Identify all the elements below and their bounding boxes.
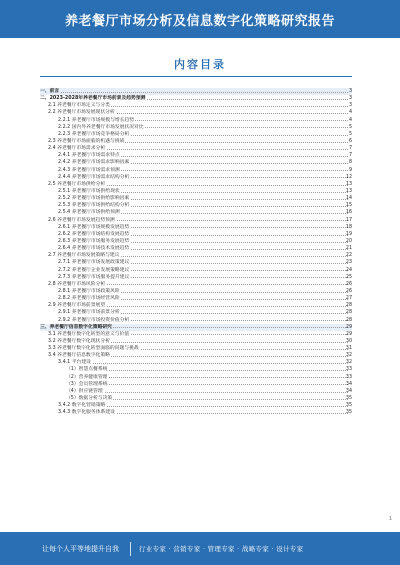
toc-entry-label: 2.4.2 养老餐厅市场需求影响因素 bbox=[58, 160, 130, 166]
toc-entry-label: （3）会员管理系统 bbox=[66, 381, 108, 387]
toc-entry[interactable] bbox=[40, 202, 352, 209]
toc-entry-label: 2.4.4 养老餐厅市场需求结构分析 bbox=[58, 174, 130, 180]
toc-entry[interactable] bbox=[40, 138, 352, 145]
toc-entry-page: 35 bbox=[345, 396, 352, 402]
toc-entry-page: 3 bbox=[348, 96, 352, 102]
toc-entry-label: 2.2.2 国内外养老餐厅市场发展状况对比 bbox=[58, 124, 144, 130]
toc-entry[interactable] bbox=[40, 224, 352, 231]
toc-entry[interactable] bbox=[40, 281, 352, 288]
toc-entry[interactable] bbox=[40, 288, 352, 295]
toc-entry[interactable] bbox=[40, 95, 352, 102]
toc-entry-page: 4 bbox=[348, 117, 352, 123]
toc-entry-page: 5 bbox=[348, 131, 352, 137]
toc-entry-label: 2.4.3 养老餐厅市场需求预测 bbox=[58, 167, 120, 173]
toc-entry-page: 28 bbox=[345, 310, 352, 316]
toc-entry-label: 2.5.2 养老餐厅市场供给影响因素 bbox=[58, 196, 130, 202]
toc-entry-page: 3 bbox=[348, 103, 352, 109]
toc-entry-label: （4）供应链管理 bbox=[66, 388, 103, 394]
toc-entry[interactable] bbox=[40, 167, 352, 174]
toc-entry[interactable] bbox=[40, 259, 352, 266]
toc-entry[interactable] bbox=[40, 374, 352, 381]
toc-entry-label: 2.6.3 养老餐厅市场服务发展趋势 bbox=[58, 238, 130, 244]
toc-entry[interactable] bbox=[40, 324, 352, 331]
toc-entry[interactable] bbox=[40, 131, 352, 138]
toc-entry[interactable] bbox=[40, 217, 352, 224]
toc-entry-label: 2.1 养老餐厅市场定义与分类 bbox=[48, 103, 110, 109]
toc-entry-page: 21 bbox=[345, 246, 352, 252]
toc-entry-page: 29 bbox=[345, 324, 352, 330]
toc-entry[interactable] bbox=[40, 102, 352, 109]
toc-entry-label: 2.9 养老餐厅市场前景展望 bbox=[48, 303, 106, 309]
toc-entry[interactable] bbox=[40, 124, 352, 131]
toc-entry-label: 3.1 养老餐厅数字化转型的意义与价值 bbox=[48, 331, 130, 337]
toc-entry-page: 16 bbox=[345, 210, 352, 216]
toc-entry-page: 32 bbox=[345, 353, 352, 359]
toc-entry-page: 34 bbox=[345, 381, 352, 387]
toc-entry[interactable] bbox=[40, 231, 352, 238]
toc-top-rule bbox=[40, 76, 352, 77]
toc-entry[interactable] bbox=[40, 238, 352, 245]
toc-entry-label: 3.4.3 数字化服务体系建设 bbox=[58, 410, 115, 416]
toc-entry-label: 2.4 养老餐厅市场需求分析 bbox=[48, 146, 106, 152]
toc-entry[interactable] bbox=[40, 359, 352, 366]
toc-entry-page: 3 bbox=[348, 89, 352, 94]
toc-entry-page: 28 bbox=[345, 317, 352, 323]
toc-entry-page: 22 bbox=[345, 253, 352, 259]
toc-entry[interactable] bbox=[40, 309, 352, 316]
toc-entry[interactable] bbox=[40, 274, 352, 281]
toc-entry-page: 12 bbox=[345, 174, 352, 180]
toc-entry-page: 4 bbox=[348, 110, 352, 116]
toc-entry[interactable] bbox=[40, 109, 352, 116]
toc-entry-page: 24 bbox=[345, 267, 352, 273]
toc-entry-page: 18 bbox=[345, 224, 352, 230]
toc-entry-page: 33 bbox=[345, 367, 352, 373]
toc-entry-page: 13 bbox=[345, 188, 352, 194]
toc-entry-page: 25 bbox=[345, 274, 352, 280]
toc-entry-page: 31 bbox=[345, 346, 352, 352]
footer-services: 行业专家 · 营销专家 · 管理专家 · 战略专家 · 设计专家 bbox=[139, 545, 304, 553]
toc-entry-page: 34 bbox=[345, 388, 352, 394]
toc-entry-label: 2.7 养老餐厅市场发展策略与建议 bbox=[48, 253, 120, 259]
toc-entry[interactable] bbox=[40, 338, 352, 345]
toc-entry-label: 2.2 养老餐厅市场发展现状分析 bbox=[48, 110, 115, 116]
toc-entry[interactable] bbox=[40, 381, 352, 388]
toc-entry-page: 8 bbox=[348, 160, 352, 166]
toc-entry-label: （5）数据分析与决策 bbox=[66, 396, 113, 402]
toc-entry-label: （2）营养健康管理 bbox=[66, 374, 108, 380]
toc-entry-label: 2.6.2 养老餐厅市场结构发展趋势 bbox=[58, 231, 130, 237]
toc-entry-label: 2.5.3 养老餐厅市场供给结构分析 bbox=[58, 203, 130, 209]
toc-entry[interactable] bbox=[40, 159, 352, 166]
toc-entry[interactable] bbox=[40, 302, 352, 309]
toc-entry-label: 三、养老餐厅信息数字化策略研究 bbox=[40, 324, 112, 330]
toc-entry-label: 2.7.2 养老餐厅企业发展策略建议 bbox=[58, 267, 130, 273]
toc-entry[interactable] bbox=[40, 345, 352, 352]
toc-entry-label: 2.5.1 养老餐厅市场供给现状 bbox=[58, 188, 120, 194]
toc-entry-label: 3.4.1 平台建设 bbox=[58, 360, 91, 366]
toc-entry-page: 35 bbox=[345, 410, 352, 416]
toc-heading: 内容目录 bbox=[174, 58, 226, 71]
footer-bar bbox=[0, 532, 400, 565]
toc-entry[interactable] bbox=[40, 331, 352, 338]
toc-entry[interactable] bbox=[40, 152, 352, 159]
footer-slogan: 让每个人平等地提升自我 bbox=[42, 544, 119, 553]
toc-entry-label: 2.3 养老餐厅市场面临的机遇与挑战 bbox=[48, 138, 125, 144]
toc-entry[interactable] bbox=[40, 366, 352, 373]
toc-entry[interactable] bbox=[40, 117, 352, 124]
toc-entry[interactable] bbox=[40, 145, 352, 152]
toc-entry[interactable] bbox=[40, 388, 352, 395]
toc-leader-dots bbox=[58, 363, 348, 364]
toc-entry[interactable] bbox=[40, 174, 352, 181]
toc-entry[interactable] bbox=[40, 188, 352, 195]
toc-entry-page: 9 bbox=[348, 167, 352, 173]
toc-entry-label: 一、前言 bbox=[40, 89, 60, 94]
toc-entry-page: 13 bbox=[345, 181, 352, 187]
toc-entry-label: 3.2 养老餐厅数字化现状分析 bbox=[48, 338, 110, 344]
toc-entry-label: 2.2.1 养老餐厅市场规模与增长趋势 bbox=[58, 117, 135, 123]
toc-entry-label: 2.8.2 养老餐厅市场经营风险 bbox=[58, 296, 120, 302]
report-title: 养老餐厅市场分析及信息数字化策略研究报告 bbox=[64, 13, 335, 29]
toc-entry-label: 2.5.4 养老餐厅市场供给预测 bbox=[58, 210, 120, 216]
toc-entry-page: 6 bbox=[348, 138, 352, 144]
toc-entry-label: 3.3 养老餐厅数字化转型面临的问题与挑战 bbox=[48, 346, 139, 352]
toc-leader-dots bbox=[66, 392, 348, 393]
toc-entry-page: 28 bbox=[345, 303, 352, 309]
footer-divider bbox=[130, 542, 131, 556]
toc-entry[interactable] bbox=[40, 317, 352, 324]
toc-entry-label: 二、2023-2028年养老餐厅市场前景及趋势预测 bbox=[40, 96, 146, 102]
toc-entry[interactable] bbox=[40, 209, 352, 216]
toc-entry-page: 30 bbox=[345, 338, 352, 344]
toc-entry-page: 15 bbox=[345, 203, 352, 209]
toc-leader-dots bbox=[40, 92, 348, 93]
toc-entry-page: 7 bbox=[348, 146, 352, 152]
toc-entry-label: 2.6.1 养老餐厅市场规模发展趋势 bbox=[58, 224, 130, 230]
toc-entry[interactable] bbox=[40, 409, 352, 416]
toc-entry[interactable] bbox=[40, 352, 352, 359]
toc-entry-label: 3.4.2 数字化营销策略 bbox=[58, 403, 106, 409]
toc-entry-label: 2.7.3 养老餐厅市场服务提升建议 bbox=[58, 274, 130, 280]
toc-entry-page: 26 bbox=[345, 281, 352, 287]
toc-entry-page: 32 bbox=[345, 360, 352, 366]
toc-entry[interactable] bbox=[40, 402, 352, 409]
toc-entry[interactable] bbox=[40, 252, 352, 259]
toc-entry[interactable] bbox=[40, 395, 352, 402]
table-of-contents bbox=[40, 88, 352, 416]
page-number: 1 bbox=[388, 516, 392, 522]
toc-entry-page: 33 bbox=[345, 374, 352, 380]
toc-entry[interactable] bbox=[40, 295, 352, 302]
toc-entry-label: 2.8 养老餐厅市场风险分析 bbox=[48, 281, 106, 287]
toc-entry-label: （1）智慧点餐系统 bbox=[66, 367, 108, 373]
toc-entry-page: 29 bbox=[345, 331, 352, 337]
toc-entry-page: 14 bbox=[345, 196, 352, 202]
toc-entry-page: 27 bbox=[345, 296, 352, 302]
toc-entry[interactable] bbox=[40, 245, 352, 252]
toc-entry[interactable] bbox=[40, 195, 352, 202]
toc-entry-label: 2.9.2 养老餐厅市场投资价值分析 bbox=[58, 317, 130, 323]
toc-entry-page: 5 bbox=[348, 124, 352, 130]
toc-entry-page: 26 bbox=[345, 288, 352, 294]
toc-entry[interactable] bbox=[40, 267, 352, 274]
toc-entry-label: 2.7.1 养老餐厅市场发展政策建议 bbox=[58, 260, 130, 266]
toc-entry-page: 23 bbox=[345, 260, 352, 266]
toc-entry-label: 2.2.3 养老餐厅市场竞争格局分析 bbox=[58, 131, 130, 137]
toc-entry-label: 2.9.1 养老餐厅市场前景分析 bbox=[58, 310, 120, 316]
toc-entry-page: 19 bbox=[345, 231, 352, 237]
toc-entry[interactable] bbox=[40, 181, 352, 188]
toc-entry-label: 3.4 养老餐厅信息数字化策略 bbox=[48, 353, 110, 359]
toc-entry-page: 7 bbox=[348, 153, 352, 159]
toc-entry-label: 2.6.4 养老餐厅市场技术发展趋势 bbox=[58, 246, 130, 252]
toc-entry-page: 35 bbox=[345, 403, 352, 409]
report-header bbox=[0, 0, 400, 38]
toc-entry-label: 2.6 养老餐厅市场发展趋势预测 bbox=[48, 217, 115, 223]
toc-entry-page: 17 bbox=[345, 217, 352, 223]
toc-entry-label: 2.8.1 养老餐厅市场政策风险 bbox=[58, 288, 120, 294]
toc-entry-label: 2.5 养老餐厅市场供给分析 bbox=[48, 181, 106, 187]
toc-entry-label: 2.4.1 养老餐厅市场需求特点 bbox=[58, 153, 120, 159]
toc-entry[interactable] bbox=[40, 88, 352, 95]
toc-entry-page: 20 bbox=[345, 238, 352, 244]
